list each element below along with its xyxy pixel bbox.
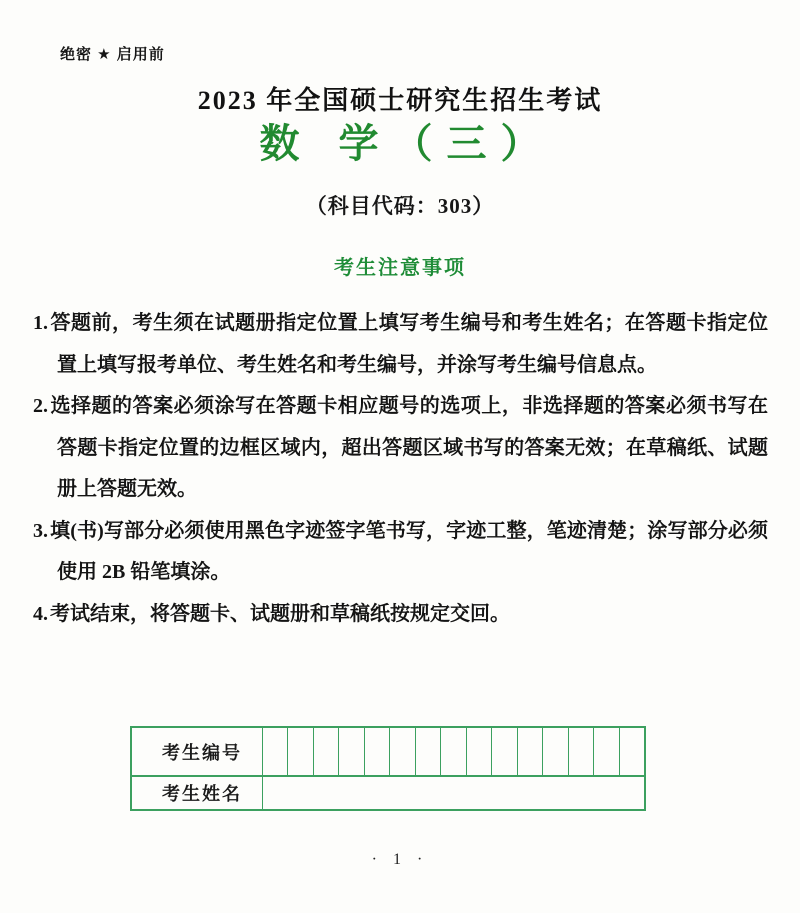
subject-code: （科目代码：303） (305, 194, 495, 218)
candidate-name-cell (263, 777, 644, 809)
notice-item-text: 答题前，考生须在试题册指定位置上填写考生编号和考生姓名；在答题卡指定位置上填写报考单位、考生姓名和考生编号，并涂写考生编号信息点。 (50, 312, 768, 376)
exam-number-digit-cell (416, 728, 441, 775)
exam-number-digit-cell (569, 728, 594, 775)
exam-number-digit-cell (441, 728, 466, 775)
candidate-name-label: 考生姓名 (132, 777, 263, 809)
candidate-info-table (130, 726, 646, 811)
exam-number-digit-cell (263, 728, 288, 775)
notice-item-number: 1. (33, 312, 48, 334)
notice-item (33, 386, 768, 511)
exam-number-digit-cell (288, 728, 313, 775)
exam-number-digit-cell (339, 728, 364, 775)
candidate-number-digit-cells (263, 728, 644, 775)
notice-item-text: 考试结束，将答题卡、试题册和草稿纸按规定交回。 (50, 602, 510, 625)
notice-heading: 考生注意事项 (334, 257, 466, 279)
exam-title: 2023 年全国硕士研究生招生考试 (197, 86, 603, 115)
exam-number-digit-cell (620, 728, 644, 775)
classification-banner: 绝密 ★ 启用前 (60, 46, 165, 63)
notice-item-number: 4. (33, 602, 48, 625)
subject-title: 数 学（三） (259, 122, 555, 166)
notice-list (33, 303, 768, 635)
candidate-number-row (132, 728, 644, 777)
exam-number-digit-cell (390, 728, 415, 775)
notice-item-text: 选择题的答案必须涂写在答题卡相应题号的选项上，非选择题的答案必须书写在答题卡指定位置的边框区域内，超出答题区域书写的答案无效；在草稿纸、试题册上答题无效。 (50, 395, 768, 500)
notice-item-text: 填(书)写部分必须使用黑色字迹签字笔书写，字迹工整，笔迹清楚；涂写部分必须使用 2B 铅笔填涂。 (50, 519, 768, 583)
exam-number-digit-cell (365, 728, 390, 775)
exam-number-digit-cell (594, 728, 619, 775)
notice-item (33, 511, 768, 594)
exam-number-digit-cell (314, 728, 339, 775)
exam-number-digit-cell (518, 728, 543, 775)
notice-item-number: 3. (33, 519, 48, 542)
candidate-name-row (132, 777, 644, 809)
exam-number-digit-cell (492, 728, 517, 775)
candidate-number-label: 考生编号 (132, 728, 263, 775)
notice-item (33, 594, 768, 636)
notice-item (33, 303, 768, 386)
notice-item-number: 2. (33, 395, 48, 417)
page-number: · 1 · (371, 851, 429, 868)
exam-number-digit-cell (467, 728, 492, 775)
exam-number-digit-cell (543, 728, 568, 775)
